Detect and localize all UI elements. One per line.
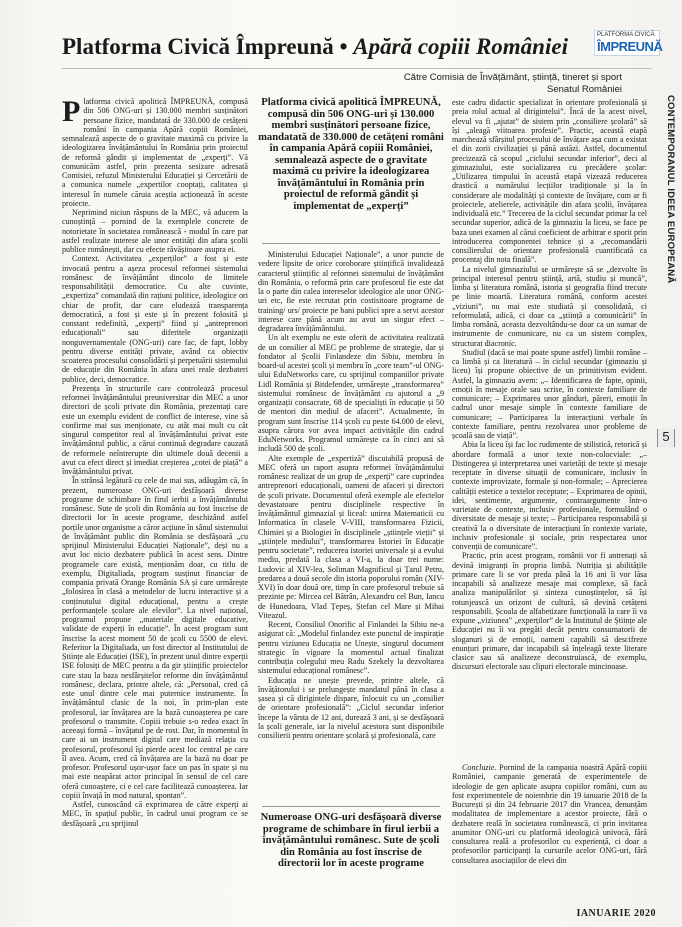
paragraph: Recent, Consiliul Onorific al Finlandei la Sibiu ne-a asigurat că: „Modelul finlandez este punctul de inspirație pentru viziunea Educația ne Unește, singurul document strategic în vigoare la momentul actual finalizat contribuția colegului meu Radu Szekely la dezvoltarea sistemului educațional românesc”. bbox=[258, 620, 444, 676]
addressee-line-1: Către Comisia de Învățământ, știință, tineret și sport bbox=[403, 72, 622, 83]
paragraph: Alte exemple de „expertiză” discutabilă propusă de MEC oferă un raport asupra reformei învățământului românesc realizat de un grup de „experți” care cuprindea antreprenori educaționali, oameni de afaceri și directori de școli private. Documentul oferă exemple ale efectelor devastatoare pentru disciplinele respective în învățământul gimnazial și liceal: unirea Matematicii cu Informatica în clasele V-VIII, transformarea Fizicii, Chimiei și a Biologiei în disciplinele „științele vieții” și „științele mediului”, transformarea Istoriei în Educație pentru societate”, reducerea istoriei universale și a evului mediu, predată la clasa a VI-a, la doar trei nume: Ludovic al XIV-lea, Soliman Magnificul și Țarul Petru, predarea a două secole din istoria poporului român (XIV-XVI) în doar două ore, timp în care profesorul trebuie să prezinte pe: Mircea cel Bătrân, Alexandru cel Bun, Iancu de Hunedoara, Vlad Țepeș, Ștefan cel Mare și Mihai Viteazul. bbox=[258, 453, 444, 620]
paragraph: În strânsă legătură cu cele de mai sus, adăugăm că, în prezent, numeroase ONG-uri desfășoară diverse programe de schimbare în firul ierbii a învățământului românesc. Sute de școli din România au fost înscrise de directorii lor în aceste programe, deschizând astfel porțile unor organisme a căror acțiune în sânul sistemului de învățământ public din România se desfășoară „cu sprijinul Ministerului Educației Naționale”, deși nu a avut loc nicio dezbatere publică în acest sens. Dintre programele care există, menționăm doar, cu titlu de exemplu, Digitaliada, program susținut financiar de compania privată Orange România SA și care urmărește „folosirea în clasă a metodelor de lucru interactive și a conținutului digital educațional, pentru a crește performanțele școlare ale elevilor”. La nivel național, programul propune „materiale digitale educative, validate de experți în educație”. În acest program sunt înscrise la acest moment 50 de școli cu 5500 de elevi. Referitor la Digitaliada, un fost director al Institutului de Științe ale Educației (ISE), în prezent unul dintre experții ISE folosiți de MEC pentru a da gir științific proiectelor care stau la baza nesfârșitelor reforme din învățământul românesc, declara, printre altele, că: „Personal, cred că este unul dintre cele mai puternice instrumente. În învățământul clasic de la noi, în prim-plan este profesorul, iar învățarea are la bază cunoașterea pe care profesorul o transmite. Copiii trebuie s-o redea exact în aceeași formă – învățatul pe de rost. Dar, în momentul în care ai un instrument digital care mediază relația cu profesorul, profesorul își pierde acest loc central pe care îl avea. Acum, cred că învățarea are la bază nu doar pe profesor. Profesorul ușor-ușor face un pas în spate și nu mai este neapărat actor principal în sensul de cel care oferă cunoaștere, ci e cel care facilitează cunoașterea. Iar copiii învață în mod natural, spontan”. bbox=[62, 476, 248, 800]
paragraph: Prezența în structurile care controlează procesul reformei învățământului preuniversitar din MEC a unor directori de școli private din România, prezentați care este un exemplu evident de conflict de interese, vine să confirme mai sus menționate, cu atât mai mult cu cât singurul competitor real al învățământului privat este învățământul public, a cărui continuă degradare cauzată de reformele neîntrerupte din ultimele două decenii a avut ca efect direct și imediat creșterea „cotei de piață” a învățământului privat. bbox=[62, 383, 248, 476]
pull-quote-top: Platforma civică apolitică ÎMPREUNĂ, compusă din 506 ONG-uri și 130.000 membri susținători persoane fizice, mandatată de 330.000 de cetățeni români în campania Apără copiii României, semnalează aspecte de o gravitate maximă cu privire la ideologizarea învățământului în România prin proiectul de reformă gândit și implementat de „experți” bbox=[258, 97, 444, 212]
pull-quote-rule bbox=[262, 806, 440, 807]
logo-bottom-text: ÎMPREUNĂ bbox=[597, 39, 663, 54]
article-title bbox=[62, 34, 582, 66]
paragraph: Practic, prin acest program, românii vor fi antrenați să devină imigranți în propria limbă. Nutriția și abilitățile primare care li se vor preda până la 16 ani îi vor lăsa incapabili să analizeze mesaje mai complexe, să facă analiza manipulărilor și sinteza cunoștințelor, să își rotunjească un orizont de cultură, să devină cetățeni responsabili. Școala de alfabetizare funcțională la care îi va expune „viziunea” „experților” de la Institutul de Științe ale Educației nu îi va pregăti decât pentru consumatorii de sloganuri și de emoții, oameni capabili să descifreze enunțuri primare, dar incapabili să înțeleagă texte literare clasice sau să analizeze deconstruiască, de exemplu, discursuri electorale sau clipuri electorale mincinoase. bbox=[452, 551, 647, 672]
title-campaign: Apără copiii României bbox=[353, 34, 568, 59]
paragraph: Un alt exemplu ne este oferit de activitatea realizată de un consilier al MEC pe probleme de strategie, dar și fondator al Școlii Finlandeze din Sibiu, membru în board-ul acestei școli și membru în „core team”-ul ONG-ului EduNetworks care, cu sprijinul companiilor private Lidl România și Bitdefender, urmărește „transformarea” sistemului românesc de învățământ cu ajutorul a „9 organizații consacrate, 68 de specialiști în educație și 50 de mentori din mediul de afaceri”. Actualmente, în program sunt înscrise 114 școli cu peste 64.000 de elevi, asupra cărora vor avea impact activitățile din cadrul EduNetworks. Programul urmărește ca în cinci ani să includă 500 de școli. bbox=[258, 333, 444, 454]
column-3 bbox=[452, 98, 647, 758]
paragraph: Abia la liceu își fac loc rudimente de stilistică, retorică și abordare formală a unor texte non-colocviale: „– Distingerea și interpretarea unei varietăți de texte și mesaje receptate în diverse situații de comunicare, inclusiv în contexte improvizate, formale și non-formale; – Aprecierea calității estetice a textelor receptate; – Exprimarea de opinii, idei, sentimente, argumente, contraargumente într-o varietate de contexte, inclusiv profesionale, formulând o diversitate de mesaje și texte; – Participarea responsabilă și creativă la o diversitate de interacțiuni în contexte variate, inclusiv profesionale și sociale, prin respectarea unor convenții de comunicare”. bbox=[452, 440, 647, 551]
conclusion-text: Pornind de la campania noastră Apără copiii României, campanie generată de experimentele de ideologie de gen aplicate asupra copiilor români, cum au fost experimentele de noiembrie din 19 ianuarie 2018 de la București și din 24 februarie 2017 din Vrancea, denunțăm modalitatea de implementare a acestor proiecte, fără o dezbatere reală în societatea românească, ci prin invitarea anumitor ONG-uri cu platformă ideologică univocă, fără consultarea reală a profesorilor cu experiență, ci doar a profesorilor participanți la cursurile acelor ONG-uri, fără consultarea asociațiilor de elevi din bbox=[452, 763, 647, 865]
title-main: Platforma Civică Împreună bbox=[62, 34, 334, 59]
section-sidebar bbox=[659, 95, 676, 398]
section-label: CONTEMPORANUL IDEEA EUROPEANĂ bbox=[665, 95, 676, 284]
column-2 bbox=[258, 250, 444, 740]
platform-logo bbox=[594, 30, 663, 56]
paragraph: Educația ne unește prevede, printre altele, că învățătorului i se prelungește mandatul până în clasa a șasea și că dirigintele dispare, înlocuit cu un „consilier de orientare profesională”: „Ciclul secundar inferior începe la vârsta de 12 ani, durează 3 ani, și se desfășoară la școli generale, iar la nivelul acestora sunt disponibile consilierii pentru orientare școlară și profesională, care bbox=[258, 675, 444, 740]
paragraph: este cadru didactic specializat în orientare profesională și preia rolul actual al dirigintelui”. Încă de la acest nivel, elevul va fi „ajutat” de sistem prin „consiliere școlară” să își „aleagă viitoarea profesie”. Practic, această etapă marchează sfârșitul procesului de învățare așa cum a existat el din zorii civilizației și până astăzi. Astfel, documentul precizează că scopul „ciclului secundar inferior”, deci al gimnaziului, este socializarea cu precădere școlar: „Utilizarea timpului în această etapă vizează reducerea drastică a numărului lecțiilor tradiționale și la în considerare ale modalități și contexte de învățare, cum ar fi proiectele, atelierele, activitățile din afara școlii, învățarea individuală etc.” Trecerea de la ciclul secundar primar la cel secundar superior, adică de la gimnaziu la liceu, se face pe baza unei examen al cărui coeficient de arbitrar e sporit prin introducerea componentei tehnice și a „recomandării consilierului de orientare profesională cuantificată ca procentaj din nota finală”. bbox=[452, 98, 647, 265]
drop-cap: P bbox=[62, 95, 81, 128]
title-separator: • bbox=[333, 34, 354, 59]
pull-quote-bottom: Numeroase ONG-uri desfășoară diverse programe de schimbare în firul ierbii a învățământului românesc. Sute de școli din România au fost înscrise de directorii lor în aceste programe bbox=[260, 812, 442, 869]
conclusion-block bbox=[452, 763, 647, 903]
paragraph: La nivelul gimnaziului se urmărește să se „dezvolte în principal interesul pentru știință, artă, studiu și muncă”, limba și literatura română, istoria și geografia fiind trecute pe linie moartă. Literatura română, conform acestei „viziuni”, nu mai este studiată și consolidată, ci reformulată, adică, ci doar ca „știință a comunicării” în limba română, aceasta dezvoltându-se doar ca un sumar de instrumente de comunicare, nu ca un sistem complex, structurat diacronic. bbox=[452, 264, 647, 348]
page-number: 5 bbox=[657, 429, 675, 447]
issue-date: IANUARIE 2020 bbox=[576, 908, 656, 919]
title-rule bbox=[62, 68, 652, 69]
paragraph: Ministerului Educației Naționale”, a unor puncte de vedere lipsite de orice coroborare științifică invalidează caracterul științific al reformei sistemului de învățământ din România, o reformă prin care profesorul fie este dat la o parte din calea intereselor ideologice ale unor ONG-uri etc, fie este recrutat prin costisitoare programe de training/ urs/ proiecte pe bani publici spre a servi acestor interese care până acum au avut un singur efect – degradarea învățământului. bbox=[258, 250, 444, 333]
conclusion-label: Concluzie. bbox=[462, 763, 497, 772]
addressee-line-2: Senatul României bbox=[547, 84, 622, 95]
addressee-block bbox=[404, 72, 622, 96]
paragraph bbox=[62, 97, 248, 208]
column-1 bbox=[62, 97, 248, 889]
logo-top-text: PLATFORMA CIVICĂ bbox=[597, 32, 655, 38]
pull-quote-rule bbox=[262, 243, 440, 244]
paragraph: Context. Activitatea „experților” a fost și este invocată pentru a așeza procesul reformei sistemului românesc de învățământ dincolo de limitele responsabilității democratice. Cu alte cuvinte, „expertiza” comandată din rațiuni politice, ideologice ori chiar de profit, dar care eludează transparența democratică, a fost și este și în prezent folosită și constant redefinită, „experți” fiind și „antreprenori educaționali” sau diferitele organizații nonguvernamentale (ONG-uri) care fac, de fapt, lobby pentru diverse entități private, având ca obiectiv scoaterea procesului consolidării și perpetuării sistemului de educație din România în afara unei reale dezbateri publice, deci, democratice. bbox=[62, 254, 248, 384]
paragraph: Studiul (dacă se mai poate spune astfel) limbii române – ca limbă și ca literatură – în ciclul secundar (gimnaziu și liceu) își propune obiective de un primitivism evident. Astfel, la gimnaziu avem: „– Identificarea de fapte, opinii, emoții în mesaje orale sau scrise, în contexte familiare de comunicare; – Exprimarea unor gânduri, păreri, emoții în cadrul unor mesaje simple în contexte familiare de comunicare; – Participarea la interacțiuni verbale în contexte familiare, pentru rezolvarea unor probleme de școală sau de viață”. bbox=[452, 347, 647, 440]
paragraph-text: latforma civică apolitică ÎMPREUNĂ, compusă din 506 ONG-uri și 130.000 membri susținători persoane fizice, mandatată de 330.000 de cetățeni români în campania Apără copiii României, semnalează aspecte de o gravitate maximă cu privire la ideologizarea învățământului în România prin proiectul de reformă gândit și implementat de „experți”. Vă comunicăm astfel, prin prezenta sesizare adresată Comisiei, refuzul Ministerului Educației și Cercetării de a comunica numele „expertilor cooptați, calitatea și interesul în numele căruia aceștia acționează în aceste proiecte. bbox=[62, 97, 248, 208]
paragraph bbox=[452, 763, 647, 865]
paragraph: Astfel, cunoscând că exprimarea de către experți ai MEC, în spațiul public, în cadrul unui program ce se desfășoară „cu sprijinul bbox=[62, 800, 248, 828]
paragraph: Neprimind niciun răspuns de la MEC, vă aducem la cunoștință – pornind de la exemplele concrete de notorietate în societatea românească - modul în care par astfel realizate interese ale unor entități din afara școlii publice românești, dar cu efecte răvășitoare asupra ei. bbox=[62, 208, 248, 254]
